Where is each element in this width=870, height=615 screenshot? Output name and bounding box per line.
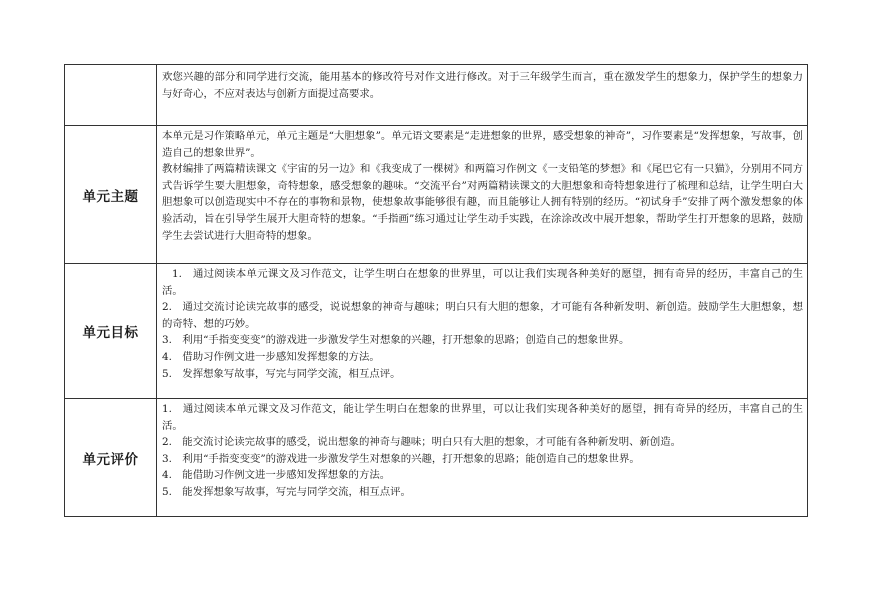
unit-evaluation-item: 4. 能借助习作例文进一步感知发挥想象的方法。 — [162, 469, 391, 482]
unit-goal-item: 4. 借助习作例文进一步感知发挥想象的方法。 — [162, 350, 380, 363]
continuation-content — [157, 65, 808, 126]
unit-goal-item: 5. 发挥想象写故事，写完与同学交流，相互点评。 — [162, 367, 401, 380]
unit-evaluation-row — [65, 399, 808, 517]
continuation-paragraph: 欢您兴趣的部分和同学进行交流，能用基本的修改符号对作文进行修改。对于三年级学生而言，重在激发学生的想象力，保护学生的想象力与好奇心，不应对表达与创新方面提过高要求。 — [162, 71, 803, 100]
continuation-row — [65, 65, 808, 126]
unit-goals-label: 单元目标 — [65, 264, 157, 399]
unit-theme-paragraph: 本单元是习作策略单元，单元主题是“大胆想象”。单元语文要素是“走进想象的世界，感受想象的神奇”，习作要素是“发挥想象，写故事，创造自己的想象世界”。 — [162, 130, 803, 159]
unit-evaluation-item: 2. 能交流讨论读完故事的感受，说出想象的神奇与趣味；明白只有大胆的想象，才可能有各种新发明、新创造。 — [162, 436, 682, 449]
unit-goal-item: 1. 通过阅读本单元课文及习作范文，让学生明白在想象的世界里，可以让我们实现各种美好的愿望，拥有奇异的经历，丰富自己的生活。 — [162, 268, 803, 297]
unit-goal-item: 2. 通过交流讨论读完故事的感受，说说想象的神奇与趣味；明白只有大胆的想象，才可能有各种新发明、新创造。鼓励学生大胆想象，想的奇特、想的巧妙。 — [162, 301, 803, 330]
unit-theme-row — [65, 126, 808, 264]
unit-theme-label: 单元主题 — [65, 126, 157, 264]
unit-plan-table — [64, 64, 808, 517]
unit-goals-row — [65, 264, 808, 399]
unit-evaluation-label: 单元评价 — [65, 399, 157, 517]
unit-evaluation-content — [157, 399, 808, 517]
unit-theme-content — [157, 126, 808, 264]
row-label-empty — [65, 65, 157, 126]
unit-goal-item: 3. 利用“手指变变变”的游戏进一步激发学生对想象的兴趣，打开想象的思路；创造自己的想象世界。 — [162, 334, 630, 347]
unit-theme-paragraph: 教材编排了两篇精读课文《宇宙的另一边》和《我变成了一棵树》和两篇习作例文《一支铅笔的梦想》和《尾巴它有一只猫》，分别用不同方式告诉学生要大胆想象，奇特想象，感受想象的趣味。“交流平台”对两篇精读课文的大胆想象和奇特想象进行了梳理和总结，让学生明白大胆想象可以创造现实中不存在的事物和景物，使想象故事能够很有趣，而且能够让人拥有特别的经历。“初试身手”安排了两个激发想象的体验活动，旨在引导学生展开大胆奇特的想象。“手指画”练习通过让学生动手实践，在涂涂改改中展开想象，帮助学生打开想象的思路，鼓励学生去尝试进行大胆奇特的想象。 — [162, 163, 803, 242]
unit-evaluation-item: 3. 利用“手指变变变”的游戏进一步激发学生对想象的兴趣，打开想象的思路；能创造自己的想象世界。 — [162, 452, 640, 465]
unit-evaluation-item: 5. 能发挥想象写故事，写完与同学交流，相互点评。 — [162, 485, 411, 498]
unit-goals-content — [157, 264, 808, 399]
unit-evaluation-item: 1. 通过阅读本单元课文及习作范文，能让学生明白在想象的世界里，可以让我们实现各种美好的愿望，拥有奇异的经历，丰富自己的生活。 — [162, 403, 803, 432]
